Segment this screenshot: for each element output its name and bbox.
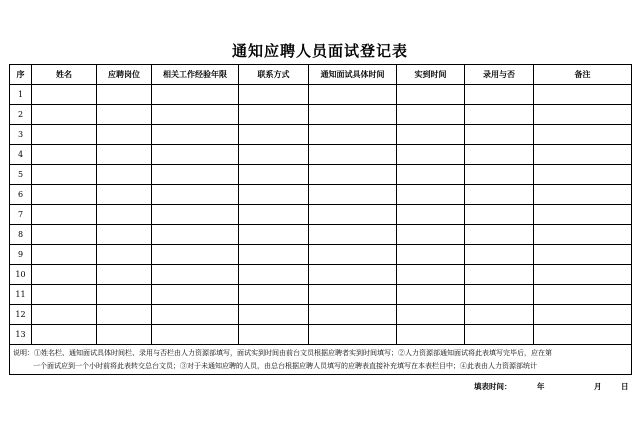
name-cell[interactable] bbox=[32, 205, 97, 225]
contact-cell[interactable] bbox=[239, 245, 309, 265]
row-number-cell: 6 bbox=[10, 185, 32, 205]
arrival-time-cell[interactable] bbox=[397, 125, 465, 145]
note-line-2: 一个面试应到一个小时前将此表转交总台文员；③对于未通知应聘的人员，由总台根据应聘人员填写的应聘表直接补充填写在本表栏目中；④此表由人力资源部统计 bbox=[33, 361, 537, 370]
remarks-cell[interactable] bbox=[534, 205, 632, 225]
name-cell[interactable] bbox=[32, 125, 97, 145]
table-row bbox=[10, 225, 632, 245]
contact-cell[interactable] bbox=[239, 205, 309, 225]
row-number-cell: 7 bbox=[10, 205, 32, 225]
arrival-time-cell[interactable] bbox=[397, 205, 465, 225]
interview-time-cell[interactable] bbox=[309, 265, 397, 285]
hired-cell[interactable] bbox=[465, 125, 534, 145]
position-cell[interactable] bbox=[97, 165, 152, 185]
arrival-time-cell[interactable] bbox=[397, 185, 465, 205]
contact-cell[interactable] bbox=[239, 225, 309, 245]
hired-cell[interactable] bbox=[465, 265, 534, 285]
interview-time-cell[interactable] bbox=[309, 165, 397, 185]
table-row bbox=[10, 325, 632, 345]
month-label: 月 bbox=[594, 382, 602, 391]
remarks-cell[interactable] bbox=[534, 185, 632, 205]
contact-cell[interactable] bbox=[239, 165, 309, 185]
arrival-time-cell[interactable] bbox=[397, 225, 465, 245]
interview-time-cell[interactable] bbox=[309, 185, 397, 205]
table-row bbox=[10, 205, 632, 225]
col-header-remarks: 备注 bbox=[534, 65, 632, 85]
contact-cell[interactable] bbox=[239, 85, 309, 105]
arrival-time-cell[interactable] bbox=[397, 265, 465, 285]
contact-cell[interactable] bbox=[239, 145, 309, 165]
interview-time-cell[interactable] bbox=[309, 145, 397, 165]
form-title: 通知应聘人员面试登记表 bbox=[231, 42, 408, 60]
remarks-cell[interactable] bbox=[534, 225, 632, 245]
row-number-cell: 3 bbox=[10, 125, 32, 145]
row-number-cell: 11 bbox=[10, 285, 32, 305]
contact-cell[interactable] bbox=[239, 105, 309, 125]
contact-cell[interactable] bbox=[239, 185, 309, 205]
name-cell[interactable] bbox=[32, 305, 97, 325]
hired-cell[interactable] bbox=[465, 85, 534, 105]
table-row bbox=[10, 185, 632, 205]
interview-time-cell[interactable] bbox=[309, 305, 397, 325]
experience-cell[interactable] bbox=[152, 225, 239, 245]
col-header-arrival-time: 实到时间 bbox=[397, 65, 465, 85]
fill-date-line bbox=[0, 381, 640, 395]
header-row bbox=[10, 65, 632, 85]
experience-cell[interactable] bbox=[152, 265, 239, 285]
name-cell[interactable] bbox=[32, 225, 97, 245]
experience-cell[interactable] bbox=[152, 325, 239, 345]
experience-cell[interactable] bbox=[152, 245, 239, 265]
year-label: 年 bbox=[537, 382, 545, 391]
arrival-time-cell[interactable] bbox=[397, 245, 465, 265]
name-cell[interactable] bbox=[32, 285, 97, 305]
remarks-cell[interactable] bbox=[534, 165, 632, 185]
remarks-cell[interactable] bbox=[534, 305, 632, 325]
position-cell[interactable] bbox=[97, 125, 152, 145]
position-cell[interactable] bbox=[97, 185, 152, 205]
row-number-cell: 4 bbox=[10, 145, 32, 165]
col-header-seq: 序 bbox=[10, 65, 32, 85]
fill-time-label: 填表时间： bbox=[474, 382, 512, 391]
day-label: 日 bbox=[621, 382, 629, 391]
position-cell[interactable] bbox=[97, 85, 152, 105]
col-header-experience: 相关工作经验年限 bbox=[152, 65, 239, 85]
name-cell[interactable] bbox=[32, 85, 97, 105]
interview-time-cell[interactable] bbox=[309, 205, 397, 225]
position-cell[interactable] bbox=[97, 205, 152, 225]
experience-cell[interactable] bbox=[152, 305, 239, 325]
remarks-cell[interactable] bbox=[534, 125, 632, 145]
hired-cell[interactable] bbox=[465, 205, 534, 225]
hired-cell[interactable] bbox=[465, 325, 534, 345]
note-row bbox=[10, 345, 632, 375]
registration-table bbox=[9, 64, 632, 375]
table-row bbox=[10, 265, 632, 285]
hired-cell[interactable] bbox=[465, 185, 534, 205]
note-cell bbox=[10, 345, 632, 375]
hired-cell[interactable] bbox=[465, 105, 534, 125]
arrival-time-cell[interactable] bbox=[397, 165, 465, 185]
remarks-cell[interactable] bbox=[534, 265, 632, 285]
table-row bbox=[10, 285, 632, 305]
hired-cell[interactable] bbox=[465, 305, 534, 325]
arrival-time-cell[interactable] bbox=[397, 285, 465, 305]
row-number-cell: 10 bbox=[10, 265, 32, 285]
row-number-cell: 2 bbox=[10, 105, 32, 125]
arrival-time-cell[interactable] bbox=[397, 325, 465, 345]
position-cell[interactable] bbox=[97, 225, 152, 245]
arrival-time-cell[interactable] bbox=[397, 105, 465, 125]
name-cell[interactable] bbox=[32, 245, 97, 265]
row-number-cell: 12 bbox=[10, 305, 32, 325]
interview-time-cell[interactable] bbox=[309, 285, 397, 305]
interview-time-cell[interactable] bbox=[309, 325, 397, 345]
position-cell[interactable] bbox=[97, 285, 152, 305]
experience-cell[interactable] bbox=[152, 145, 239, 165]
experience-cell[interactable] bbox=[152, 185, 239, 205]
name-cell[interactable] bbox=[32, 145, 97, 165]
table-row bbox=[10, 125, 632, 145]
interview-time-cell[interactable] bbox=[309, 225, 397, 245]
table-row bbox=[10, 85, 632, 105]
remarks-cell[interactable] bbox=[534, 145, 632, 165]
position-cell[interactable] bbox=[97, 265, 152, 285]
col-header-contact: 联系方式 bbox=[239, 65, 309, 85]
col-header-hired: 录用与否 bbox=[465, 65, 534, 85]
contact-cell[interactable] bbox=[239, 325, 309, 345]
position-cell[interactable] bbox=[97, 245, 152, 265]
position-cell[interactable] bbox=[97, 105, 152, 125]
col-header-name: 姓名 bbox=[32, 65, 97, 85]
contact-cell[interactable] bbox=[239, 265, 309, 285]
table-row bbox=[10, 165, 632, 185]
contact-cell[interactable] bbox=[239, 125, 309, 145]
row-number-cell: 5 bbox=[10, 165, 32, 185]
note-line-1: 说明：①姓名栏、通知面试具体时间栏、录用与否栏由人力资源部填写，面试实到时间由前台文员根据应聘者实到时间填写；②人力资源部通知面试将此表填写完毕后，应在第 bbox=[13, 348, 552, 357]
contact-cell[interactable] bbox=[239, 285, 309, 305]
row-number-cell: 1 bbox=[10, 85, 32, 105]
remarks-cell[interactable] bbox=[534, 85, 632, 105]
name-cell[interactable] bbox=[32, 265, 97, 285]
name-cell[interactable] bbox=[32, 105, 97, 125]
arrival-time-cell[interactable] bbox=[397, 145, 465, 165]
name-cell[interactable] bbox=[32, 165, 97, 185]
name-cell[interactable] bbox=[32, 185, 97, 205]
hired-cell[interactable] bbox=[465, 165, 534, 185]
experience-cell[interactable] bbox=[152, 85, 239, 105]
hired-cell[interactable] bbox=[465, 285, 534, 305]
experience-cell[interactable] bbox=[152, 105, 239, 125]
remarks-cell[interactable] bbox=[534, 245, 632, 265]
name-cell[interactable] bbox=[32, 325, 97, 345]
table-row bbox=[10, 305, 632, 325]
remarks-cell[interactable] bbox=[534, 285, 632, 305]
table-row bbox=[10, 245, 632, 265]
experience-cell[interactable] bbox=[152, 165, 239, 185]
position-cell[interactable] bbox=[97, 305, 152, 325]
col-header-interview-time: 通知面试具体时间 bbox=[309, 65, 397, 85]
hired-cell[interactable] bbox=[465, 245, 534, 265]
arrival-time-cell[interactable] bbox=[397, 85, 465, 105]
hired-cell[interactable] bbox=[465, 145, 534, 165]
interview-time-cell[interactable] bbox=[309, 245, 397, 265]
arrival-time-cell[interactable] bbox=[397, 305, 465, 325]
position-cell[interactable] bbox=[97, 325, 152, 345]
row-number-cell: 8 bbox=[10, 225, 32, 245]
experience-cell[interactable] bbox=[152, 285, 239, 305]
interview-time-cell[interactable] bbox=[309, 125, 397, 145]
table-body bbox=[10, 85, 632, 345]
experience-cell[interactable] bbox=[152, 205, 239, 225]
table-row bbox=[10, 105, 632, 125]
row-number-cell: 13 bbox=[10, 325, 32, 345]
contact-cell[interactable] bbox=[239, 305, 309, 325]
col-header-position: 应聘岗位 bbox=[97, 65, 152, 85]
interview-time-cell[interactable] bbox=[309, 85, 397, 105]
remarks-cell[interactable] bbox=[534, 325, 632, 345]
interview-time-cell[interactable] bbox=[309, 105, 397, 125]
row-number-cell: 9 bbox=[10, 245, 32, 265]
hired-cell[interactable] bbox=[465, 225, 534, 245]
experience-cell[interactable] bbox=[152, 125, 239, 145]
table-row bbox=[10, 145, 632, 165]
position-cell[interactable] bbox=[97, 145, 152, 165]
remarks-cell[interactable] bbox=[534, 105, 632, 125]
